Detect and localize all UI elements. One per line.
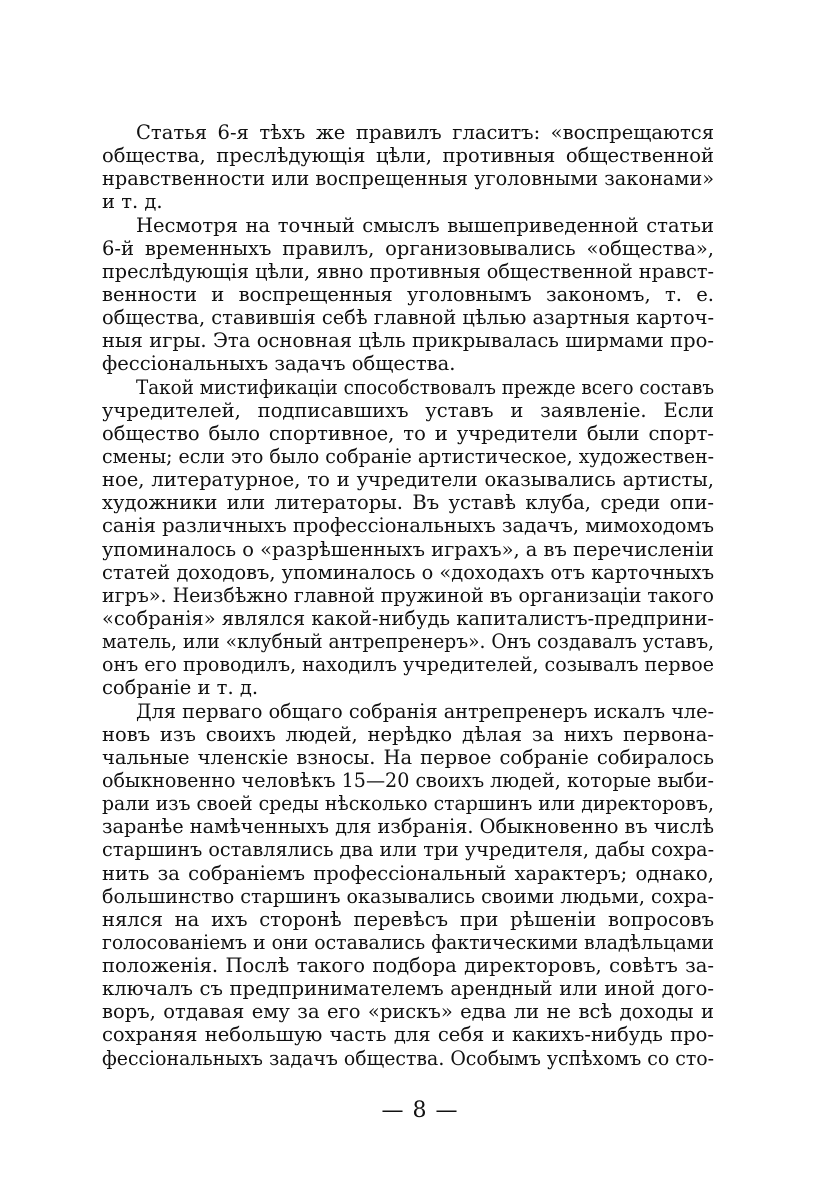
text-line: матель, или «клубный антрепренеръ». Онъ создавалъ уставъ, [102,630,715,654]
text-line: фессіональныхъ задачъ общества. Особымъ успѣхомъ со сто- [102,1046,715,1070]
text-line: санія различныхъ профессіональныхъ задачъ, мимоходомъ [102,514,715,538]
text-line: Статья 6-я тѣхъ же правилъ гласитъ: «воспрещаются [136,121,714,144]
text-line: Несмотря на точный смыслъ вышеприведенной статьи [136,213,714,237]
text-line: игръ». Неизбѣжно главной пружиной въ организаціи такого [102,583,714,607]
text-line: старшинъ оставлялись два или три учредителя, дабы сохра- [102,838,715,862]
page-number: — 8 — [381,1098,459,1123]
text-line: голосованіемъ и они оставались фактическими владѣльцами [102,930,714,954]
text-line: нялся на ихъ сторонѣ перевѣсъ при рѣшеніи вопросовъ [102,907,714,931]
text-line: смены; если это было собраніе артистическое, художествен- [102,444,715,468]
text-line: художники или литераторы. Въ уставѣ клуба, среди опи- [102,491,714,515]
text-line: нить за собраніемъ профессіональный характеръ; однако, [102,861,714,885]
body-text [102,121,714,1070]
text-line: чальные членскіе взносы. На первое собраніе собиралось [102,745,714,769]
text-line: венности и воспрещенныя уголовнымъ закономъ, т. е. [102,282,714,306]
paragraph-1 [102,121,714,214]
text-line: собраніе и т. д. [102,676,259,700]
text-line: общества, преслѣдующія цѣли, противныя общественной [102,144,714,168]
text-line: новъ изъ своихъ людей, нерѣдко дѣлая за нихъ первона- [102,722,714,746]
text-line: Такой мистификаціи способствовалъ прежде всего составъ [136,375,715,399]
text-line: упоминалось о «разрѣшенныхъ играхъ», а въ перечисленіи [102,537,714,561]
text-line: фессіональныхъ задачъ общества. [102,352,456,376]
text-line: рали изъ своей среды нѣсколько старшинъ или директоровъ, [102,792,714,816]
text-line: учредителей, подписавшихъ уставъ и заявленіе. Если [102,398,714,422]
text-line: «собранія» являлся какой-нибудь капиталистъ-предприни- [102,606,714,630]
text-line: общество было спортивное, то и учредители были спорт- [102,421,714,445]
paragraph-3 [102,376,714,700]
text-line: ное, литературное, то и учредители оказывались артисты, [102,468,714,492]
paragraph-2 [102,214,714,376]
text-line: статей доходовъ, упоминалось о «доходахъ отъ карточныхъ [102,560,715,584]
paragraph-4 [102,700,714,1070]
text-line: 6-й временныхъ правилъ, организовывались «общества», [102,236,714,260]
text-line: положенія. Послѣ такого подбора директоровъ, совѣтъ за- [102,954,714,978]
text-line: воръ, отдавая ему за его «рискъ» едва ли не всѣ доходы и [102,1000,714,1024]
text-line: обыкновенно человѣкъ 15—20 своихъ людей, которые выби- [102,768,714,792]
text-line: и т. д. [102,190,163,214]
text-line: сохраняя небольшую часть для себя и какихъ-нибудь про- [102,1023,714,1047]
text-line: преслѣдующія цѣли, явно противныя общественной нравст- [102,259,715,283]
text-line: ныя игры. Эта основная цѣль прикрывалась ширмами про- [102,329,714,353]
text-line: ключалъ съ предпринимателемъ арендный или иной дого- [102,977,714,1001]
text-line: общества, ставившія себѣ главной цѣлью азартныя карточ- [102,306,715,330]
text-line: заранѣе намѣченныхъ для избранія. Обыкновенно въ числѣ [102,815,715,839]
text-line: Для перваго общаго собранія антрепренеръ искалъ чле- [136,699,714,723]
text-line: нравственности или воспрещенныя уголовными законами» [102,167,715,191]
text-line: большинство старшинъ оказывались своими людьми, сохра- [102,884,714,908]
text-line: онъ его проводилъ, находилъ учредителей, созывалъ первое [102,653,715,677]
